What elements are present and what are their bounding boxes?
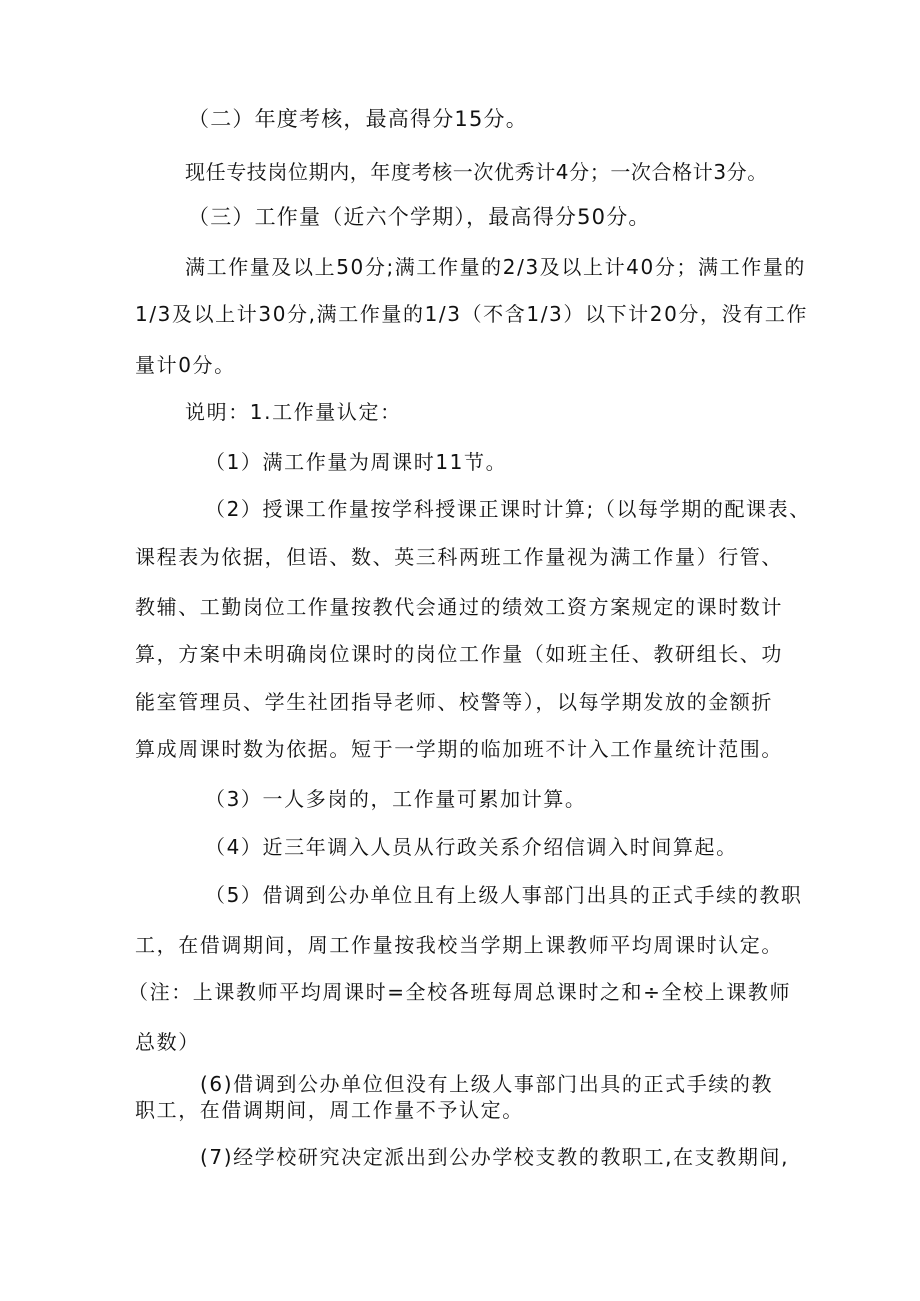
note-7: (7)经学校研究决定派出到公办学校支教的教职工,在支教期间,	[200, 1145, 790, 1169]
note-5-line: 总数）	[135, 1030, 200, 1054]
section-2-body: 现任专技岗位期内，年度考核一次优秀计4分；一次合格计3分。	[185, 160, 768, 184]
note-5-line: （5）借调到公办单位且有上级人事部门出具的正式手续的教职	[205, 883, 803, 907]
note-2-line: 算成周课时数为依据。短于一学期的临加班不计入工作量统计范围。	[135, 737, 783, 761]
note-4: （4）近三年调入人员从行政关系介绍信调入时间算起。	[205, 835, 738, 859]
section-3-heading: （三）工作量（近六个学期），最高得分50分。	[188, 205, 651, 229]
section-3-body-line: 满工作量及以上50分;满工作量的2/3及以上计40分；满工作量的	[185, 255, 807, 279]
section-3-body-line: 量计0分。	[135, 353, 236, 377]
note-5-line: （注：上课教师平均周课时=全校各班每周总课时之和÷全校上课教师	[128, 980, 792, 1004]
note-1: （1）满工作量为周课时11节。	[205, 450, 508, 474]
note-2-line: （2）授课工作量按学科授课正课时计算;（以每学期的配课表、	[205, 497, 811, 521]
notes-title: 说明：1.工作量认定：	[185, 400, 402, 424]
note-5-line: 工，在借调期间，周工作量按我校当学期上课教师平均周课时认定。	[135, 933, 783, 957]
note-2-line: 能室管理员、学生社团指导老师、校警等），以每学期发放的金额折	[135, 690, 773, 714]
note-3: （3）一人多岗的，工作量可累加计算。	[205, 787, 587, 811]
note-6-line: 职工，在借调期间，周工作量不予认定。	[135, 1098, 524, 1122]
note-6-line: (6)借调到公办单位但没有上级人事部门出具的正式手续的教	[200, 1072, 774, 1096]
note-2-line: 算，方案中未明确岗位课时的岗位工作量（如班主任、教研组长、功	[135, 642, 783, 666]
section-3-body-line: 1/3及以上计30分,满工作量的1/3（不含1/3）以下计20分，没有工作	[135, 302, 809, 326]
note-2-line: 教辅、工勤岗位工作量按教代会通过的绩效工资方案规定的课时数计	[135, 595, 783, 619]
note-2-line: 课程表为依据，但语、数、英三科两班工作量视为满工作量）行管、	[135, 545, 783, 569]
section-2-heading: （二）年度考核，最高得分15分。	[188, 107, 528, 131]
